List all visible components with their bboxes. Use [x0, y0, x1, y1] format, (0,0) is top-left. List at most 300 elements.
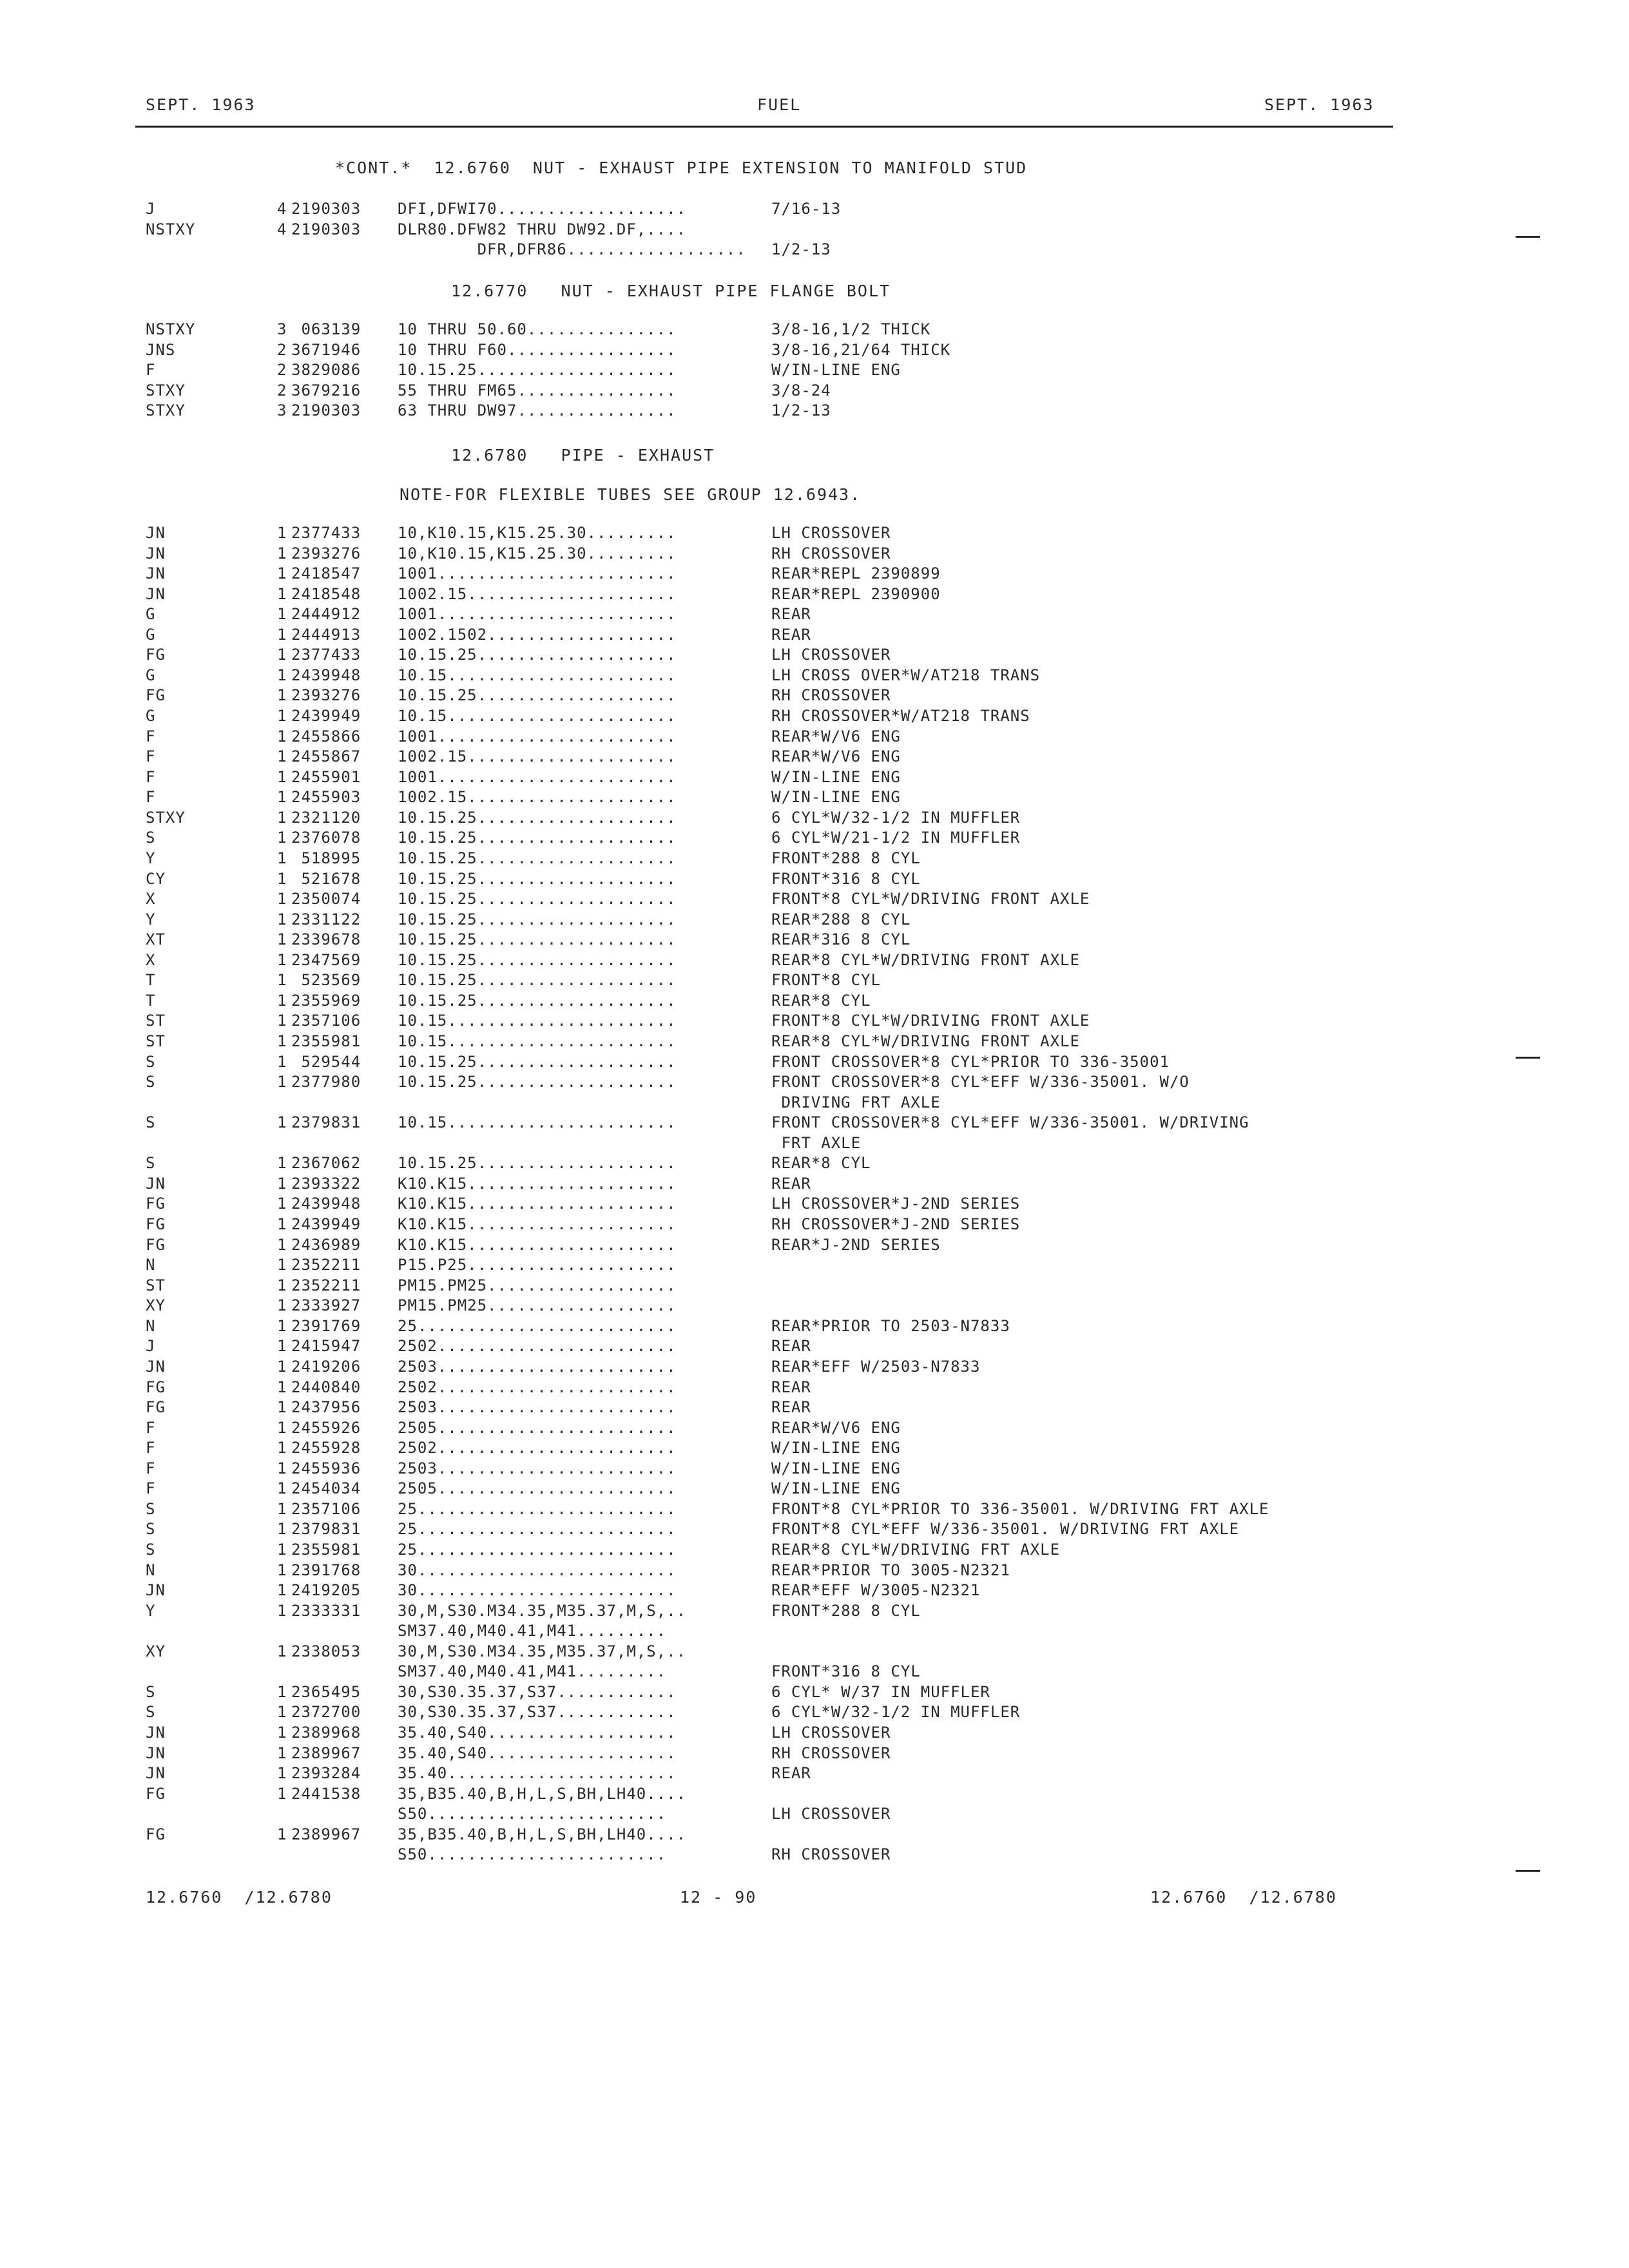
application: 10,K10.15,K15.25.30......... [398, 524, 677, 542]
model-code: FG [146, 1825, 166, 1843]
part-number: 3679216 [291, 381, 361, 399]
remarks: FRONT CROSSOVER*8 CYL*EFF W/336-35001. W/O [771, 1073, 1190, 1091]
application: SM37.40,M40.41,M41......... [398, 1662, 667, 1681]
remarks: FRONT*8 CYL*EFF W/336-35001. W/DRIVING FRT AXLE [771, 1520, 1240, 1539]
remarks: REAR*W/V6 ENG [771, 727, 901, 745]
remarks: RH CROSSOVER [771, 544, 891, 562]
quantity: 1 [277, 1581, 287, 1600]
model-code: FG [146, 1235, 166, 1254]
model-code: N [146, 1256, 156, 1274]
part-number: 2190303 [291, 200, 361, 218]
application: 1001........................ [398, 727, 677, 745]
remarks: 6 CYL*W/32-1/2 IN MUFFLER [771, 808, 1021, 827]
quantity: 1 [277, 1825, 287, 1843]
model-code: STXY [146, 401, 186, 420]
application: 10.15.25.................... [398, 686, 677, 705]
part-number: 2347569 [291, 950, 361, 969]
application: 25.......................... [398, 1541, 677, 1559]
parts-row [0, 381, 1629, 402]
quantity: 1 [277, 584, 287, 603]
part-number: 2377433 [291, 524, 361, 542]
quantity: 1 [277, 727, 287, 745]
remarks: RH CROSSOVER [771, 1845, 891, 1864]
remarks: LH CROSS OVER*W/AT218 TRANS [771, 666, 1041, 684]
part-number: 2455903 [291, 788, 361, 807]
application: 35.40,S40................... [398, 1744, 677, 1762]
quantity: 4 [277, 220, 287, 238]
model-code: JN [146, 524, 166, 542]
quantity: 1 [277, 524, 287, 542]
application: 2505........................ [398, 1418, 677, 1437]
application: PM15.PM25................... [398, 1296, 677, 1315]
quantity: 1 [277, 1357, 287, 1376]
remarks: W/IN-LINE ENG [771, 788, 901, 807]
model-code: J [146, 1337, 156, 1356]
part-number: 521678 [291, 869, 361, 888]
header-date-left: SEPT. 1963 [146, 95, 256, 114]
model-code: JN [146, 584, 166, 603]
model-code: NSTXY [146, 220, 196, 238]
part-number: 523569 [291, 971, 361, 990]
model-code: FG [146, 1215, 166, 1234]
model-code: CY [146, 869, 166, 888]
parts-row [0, 1459, 1629, 1480]
parts-row [0, 1154, 1629, 1175]
model-code: FG [146, 1378, 166, 1396]
quantity: 1 [277, 1479, 287, 1498]
quantity: 1 [277, 1398, 287, 1417]
parts-row [0, 971, 1629, 992]
application: DFI,DFWI70................... [398, 200, 687, 218]
parts-row [0, 585, 1629, 606]
application: 2503........................ [398, 1459, 677, 1477]
remarks: FRONT*288 8 CYL [771, 1601, 921, 1620]
part-number: 2437956 [291, 1398, 361, 1417]
parts-row [0, 1500, 1629, 1521]
quantity: 1 [277, 1499, 287, 1518]
parts-row [0, 544, 1629, 565]
quantity: 1 [277, 991, 287, 1010]
quantity: 1 [277, 1459, 287, 1477]
margin-mark [1516, 1870, 1540, 1872]
application: 2503........................ [398, 1398, 677, 1417]
model-code: XY [146, 1642, 166, 1660]
parts-row [0, 951, 1629, 972]
model-code: ST [146, 1032, 166, 1050]
part-number: 2190303 [291, 220, 361, 238]
part-number: 2376078 [291, 829, 361, 847]
remarks: RH CROSSOVER*J-2ND SERIES [771, 1215, 1021, 1234]
quantity: 1 [277, 1439, 287, 1457]
part-number: 2455901 [291, 767, 361, 786]
remarks: FRONT*316 8 CYL [771, 869, 921, 888]
quantity: 1 [277, 1744, 287, 1762]
parts-row [0, 1093, 1629, 1114]
part-number: 2321120 [291, 808, 361, 827]
parts-row [0, 1764, 1629, 1785]
parts-row [0, 646, 1629, 666]
parts-row [0, 890, 1629, 910]
parts-row [0, 1398, 1629, 1419]
part-number: 2352211 [291, 1256, 361, 1274]
parts-row [0, 401, 1629, 422]
application: 1001........................ [398, 767, 677, 786]
part-number: 2419206 [291, 1357, 361, 1376]
parts-row [0, 1662, 1629, 1683]
part-number: 2355969 [291, 991, 361, 1010]
part-number: 2367062 [291, 1154, 361, 1173]
model-code: JN [146, 1744, 166, 1762]
model-code: J [146, 200, 156, 218]
part-number: 2365495 [291, 1682, 361, 1701]
part-number: 2439948 [291, 1195, 361, 1213]
part-number: 2393276 [291, 686, 361, 705]
application: S50........................ [398, 1805, 667, 1823]
part-number: 2444913 [291, 625, 361, 644]
application: 10.15....................... [398, 1113, 677, 1132]
part-number: 529544 [291, 1052, 361, 1071]
application: 30,M,S30.M34.35,M35.37,M,S,.. [398, 1601, 687, 1620]
quantity: 1 [277, 625, 287, 644]
part-number: 2455936 [291, 1459, 361, 1477]
part-number: 2418548 [291, 584, 361, 603]
application: 10.15.25.................... [398, 910, 677, 928]
parts-row [0, 768, 1629, 789]
quantity: 1 [277, 767, 287, 786]
parts-row [0, 1113, 1629, 1134]
part-number: 2391769 [291, 1316, 361, 1335]
model-code: Y [146, 1601, 156, 1620]
parts-row [0, 870, 1629, 890]
quantity: 1 [277, 666, 287, 684]
part-number: 2352211 [291, 1276, 361, 1294]
application: 2502........................ [398, 1337, 677, 1356]
model-code: S [146, 1052, 156, 1071]
application: K10.K15..................... [398, 1195, 677, 1213]
quantity: 4 [277, 200, 287, 218]
remarks: W/IN-LINE ENG [771, 1479, 901, 1498]
quantity: 1 [277, 1316, 287, 1335]
model-code: S [146, 1154, 156, 1173]
remarks: REAR [771, 1337, 811, 1356]
remarks: REAR*288 8 CYL [771, 910, 911, 928]
application: 10.15.25.................... [398, 1154, 677, 1173]
remarks: REAR*8 CYL*W/DRIVING FRT AXLE [771, 1541, 1061, 1559]
application: 1001........................ [398, 605, 677, 624]
model-code: S [146, 829, 156, 847]
remarks: REAR*EFF W/2503-N7833 [771, 1357, 981, 1376]
model-code: XT [146, 930, 166, 949]
model-code: F [146, 1459, 156, 1477]
part-number: 2333927 [291, 1296, 361, 1315]
part-number: 2372700 [291, 1703, 361, 1722]
parts-row [0, 361, 1629, 381]
application: 35,B35.40,B,H,L,S,BH,LH40.... [398, 1825, 687, 1843]
parts-row [0, 1317, 1629, 1338]
part-number: 2379831 [291, 1113, 361, 1132]
parts-row [0, 1276, 1629, 1297]
part-number: 2331122 [291, 910, 361, 928]
model-code: N [146, 1561, 156, 1579]
remarks: REAR [771, 1378, 811, 1396]
parts-row [0, 1053, 1629, 1073]
part-number: 2393276 [291, 544, 361, 562]
part-number: 2418547 [291, 564, 361, 583]
application: 10,K10.15,K15.25.30......... [398, 544, 677, 562]
quantity: 1 [277, 1276, 287, 1294]
parts-row [0, 1642, 1629, 1663]
application: 10.15....................... [398, 707, 677, 726]
quantity: 1 [277, 930, 287, 949]
part-number: 2377433 [291, 646, 361, 664]
parts-row [0, 1479, 1629, 1500]
remarks: REAR*W/V6 ENG [771, 1418, 901, 1437]
parts-row [0, 788, 1629, 809]
application: S50........................ [398, 1845, 667, 1864]
application: K10.K15..................... [398, 1174, 677, 1193]
quantity: 1 [277, 1642, 287, 1660]
remarks: FRONT*316 8 CYL [771, 1662, 921, 1681]
application: 2502........................ [398, 1439, 677, 1457]
model-code: S [146, 1113, 156, 1132]
remarks: RH CROSSOVER [771, 686, 891, 705]
parts-row [0, 1520, 1629, 1541]
model-code: STXY [146, 808, 186, 827]
application: 30,M,S30.M34.35,M35.37,M,S,.. [398, 1642, 687, 1660]
application: 2502........................ [398, 1378, 677, 1396]
remarks: LH CROSSOVER*J-2ND SERIES [771, 1195, 1021, 1213]
remarks: 1/2-13 [771, 240, 831, 258]
quantity: 1 [277, 1154, 287, 1173]
model-code: G [146, 707, 156, 726]
model-code: JN [146, 1174, 166, 1193]
quantity: 3 [277, 401, 287, 420]
model-code: T [146, 991, 156, 1010]
application: 10.15.25.................... [398, 808, 677, 827]
part-number: 3829086 [291, 361, 361, 380]
application: 35,B35.40,B,H,L,S,BH,LH40.... [398, 1784, 687, 1803]
application: K10.K15..................... [398, 1215, 677, 1234]
remarks: 6 CYL* W/37 IN MUFFLER [771, 1682, 990, 1701]
part-number: 2377980 [291, 1073, 361, 1091]
part-number: 2455867 [291, 747, 361, 766]
model-code: ST [146, 1276, 166, 1294]
remarks: REAR [771, 625, 811, 644]
parts-row [0, 666, 1629, 687]
model-code: JN [146, 1357, 166, 1376]
model-code: STXY [146, 381, 186, 399]
quantity: 1 [277, 1073, 287, 1091]
remarks: RH CROSSOVER [771, 1744, 891, 1762]
model-code: F [146, 1418, 156, 1437]
application: 35.40,S40................... [398, 1724, 677, 1742]
application: 10.15.25.................... [398, 991, 677, 1010]
remarks: 6 CYL*W/21-1/2 IN MUFFLER [771, 829, 1021, 847]
remarks: W/IN-LINE ENG [771, 1439, 901, 1457]
application: 30.......................... [398, 1581, 677, 1600]
parts-row [0, 1032, 1629, 1053]
application: 10.15.25.................... [398, 950, 677, 969]
quantity: 1 [277, 564, 287, 583]
parts-row [0, 524, 1629, 544]
part-number: 2436989 [291, 1235, 361, 1254]
part-number: 2444912 [291, 605, 361, 624]
quantity: 1 [277, 686, 287, 705]
remarks: FRONT*8 CYL*W/DRIVING FRONT AXLE [771, 890, 1090, 908]
part-number: 2355981 [291, 1032, 361, 1050]
parts-row [0, 747, 1629, 768]
quantity: 1 [277, 1296, 287, 1315]
application: 10.15.25.................... [398, 930, 677, 949]
model-code: FG [146, 686, 166, 705]
remarks: REAR*8 CYL*W/DRIVING FRONT AXLE [771, 950, 1080, 969]
remarks: REAR*8 CYL*W/DRIVING FRONT AXLE [771, 1032, 1080, 1050]
model-code: S [146, 1703, 156, 1722]
part-number: 2393322 [291, 1174, 361, 1193]
remarks: REAR*W/V6 ENG [771, 747, 901, 766]
parts-row [0, 1296, 1629, 1317]
parts-row [0, 220, 1629, 241]
quantity: 1 [277, 1724, 287, 1742]
model-code: JN [146, 1724, 166, 1742]
parts-row [0, 1236, 1629, 1256]
part-number: 2389968 [291, 1724, 361, 1742]
parts-row [0, 1845, 1629, 1866]
quantity: 1 [277, 1418, 287, 1437]
remarks: LH CROSSOVER [771, 524, 891, 542]
parts-row [0, 1561, 1629, 1582]
remarks: 3/8-16,21/64 THICK [771, 340, 951, 359]
remarks: REAR [771, 1398, 811, 1417]
quantity: 1 [277, 1337, 287, 1356]
application: 10.15....................... [398, 1012, 677, 1030]
quantity: 1 [277, 1520, 287, 1539]
header-rule [135, 126, 1393, 128]
application: 30.......................... [398, 1561, 677, 1579]
quantity: 1 [277, 808, 287, 827]
part-number: 2439948 [291, 666, 361, 684]
remarks: 6 CYL*W/32-1/2 IN MUFFLER [771, 1703, 1021, 1722]
quantity: 1 [277, 1174, 287, 1193]
parts-row [0, 320, 1629, 341]
model-code: NSTXY [146, 320, 196, 338]
model-code: F [146, 1439, 156, 1457]
parts-row [0, 829, 1629, 849]
quantity: 1 [277, 788, 287, 807]
model-code: JN [146, 1581, 166, 1600]
remarks: 7/16-13 [771, 200, 842, 218]
application: 10.15....................... [398, 666, 677, 684]
remarks: FRONT*288 8 CYL [771, 849, 921, 867]
quantity: 3 [277, 320, 287, 338]
model-code: F [146, 727, 156, 745]
parts-row [0, 1724, 1629, 1744]
part-number: 2455866 [291, 727, 361, 745]
application: 2505........................ [398, 1479, 677, 1498]
remarks: REAR*8 CYL [771, 1154, 871, 1173]
quantity: 1 [277, 849, 287, 867]
application: 30,S30.35.37,S37............ [398, 1703, 677, 1722]
remarks: REAR*PRIOR TO 2503-N7833 [771, 1316, 1010, 1335]
remarks: REAR*8 CYL [771, 991, 871, 1010]
model-code: JNS [146, 340, 176, 359]
application: 1002.1502................... [398, 625, 677, 644]
parts-row [0, 1337, 1629, 1358]
remarks: FRONT CROSSOVER*8 CYL*PRIOR TO 336-35001 [771, 1052, 1170, 1071]
quantity: 1 [277, 747, 287, 766]
quantity: 1 [277, 1378, 287, 1396]
quantity: 1 [277, 1256, 287, 1274]
remarks: LH CROSSOVER [771, 1724, 891, 1742]
model-code: G [146, 625, 156, 644]
part-number: 2357106 [291, 1499, 361, 1518]
model-code: F [146, 361, 156, 380]
model-code: F [146, 1479, 156, 1498]
application: 10.15.25.................... [398, 1073, 677, 1091]
parts-row [0, 1215, 1629, 1236]
part-number: 2415947 [291, 1337, 361, 1356]
quantity: 1 [277, 1215, 287, 1234]
model-code: S [146, 1541, 156, 1559]
parts-row [0, 1785, 1629, 1805]
remarks: REAR*REPL 2390899 [771, 564, 941, 583]
model-code: G [146, 666, 156, 684]
margin-mark [1516, 1057, 1540, 1059]
model-code: S [146, 1073, 156, 1091]
remarks: REAR*J-2ND SERIES [771, 1235, 941, 1254]
part-number: 518995 [291, 849, 361, 867]
parts-row [0, 240, 1629, 261]
parts-row [0, 1256, 1629, 1276]
part-number: 3671946 [291, 340, 361, 359]
part-number: 2350074 [291, 890, 361, 908]
part-number: 2455926 [291, 1418, 361, 1437]
remarks: FRONT*8 CYL [771, 971, 881, 990]
quantity: 2 [277, 381, 287, 399]
model-code: JN [146, 1764, 166, 1783]
parts-row [0, 1073, 1629, 1093]
remarks: 1/2-13 [771, 401, 831, 420]
model-code: XY [146, 1296, 166, 1315]
quantity: 1 [277, 1235, 287, 1254]
parts-row [0, 849, 1629, 870]
parts-row [0, 1378, 1629, 1399]
model-code: F [146, 767, 156, 786]
part-number: 2391768 [291, 1561, 361, 1579]
application: 10 THRU F60................. [398, 340, 677, 359]
quantity: 1 [277, 950, 287, 969]
parts-row [0, 727, 1629, 748]
part-number: 2379831 [291, 1520, 361, 1539]
quantity: 1 [277, 1032, 287, 1050]
quantity: 1 [277, 1682, 287, 1701]
quantity: 1 [277, 1012, 287, 1030]
part-number: 2338053 [291, 1642, 361, 1660]
model-code: S [146, 1499, 156, 1518]
parts-row [0, 809, 1629, 829]
application: 10.15....................... [398, 1032, 677, 1050]
remarks: REAR*EFF W/3005-N2321 [771, 1581, 981, 1600]
quantity: 1 [277, 1764, 287, 1783]
part-number: 2419205 [291, 1581, 361, 1600]
footer-range-left: 12.6760 /12.6780 [146, 1888, 333, 1907]
remarks: REAR*REPL 2390900 [771, 584, 941, 603]
parts-row [0, 1175, 1629, 1195]
quantity: 1 [277, 1195, 287, 1213]
header-date-right: SEPT. 1963 [1264, 95, 1374, 114]
remarks: LH CROSSOVER [771, 1805, 891, 1823]
section-note: NOTE-FOR FLEXIBLE TUBES SEE GROUP 12.6943. [400, 485, 862, 504]
